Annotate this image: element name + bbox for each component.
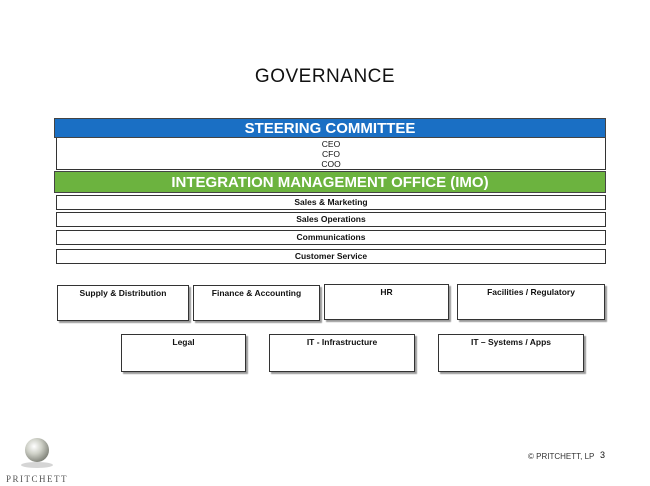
member-coo: COO: [321, 159, 341, 169]
workstream-sales-operations: Sales Operations: [56, 212, 606, 227]
steering-members-box: [56, 138, 606, 170]
member-ceo: CEO: [321, 139, 341, 149]
workstream-communications: Communications: [56, 230, 606, 245]
team-it-infrastructure: IT - Infrastructure: [269, 334, 415, 372]
team-legal: Legal: [121, 334, 246, 372]
member-cfo: CFO: [322, 149, 340, 159]
pritchett-logo-text: PRITCHETT: [6, 474, 68, 484]
steering-committee-banner: STEERING COMMITTEE: [54, 118, 606, 138]
team-finance-accounting: Finance & Accounting: [193, 285, 320, 321]
team-supply-distribution: Supply & Distribution: [57, 285, 189, 321]
team-facilities-regulatory: Facilities / Regulatory: [457, 284, 605, 320]
copyright-text: © PRITCHETT, LP: [528, 452, 595, 461]
slide-title: GOVERNANCE: [254, 66, 396, 87]
workstream-sales-marketing: Sales & Marketing: [56, 195, 606, 210]
workstream-customer-service: Customer Service: [56, 249, 606, 264]
page-number: 3: [600, 450, 606, 460]
team-hr: HR: [324, 284, 449, 320]
team-it-systems-apps: IT – Systems / Apps: [438, 334, 584, 372]
imo-banner: INTEGRATION MANAGEMENT OFFICE (IMO): [54, 171, 606, 193]
